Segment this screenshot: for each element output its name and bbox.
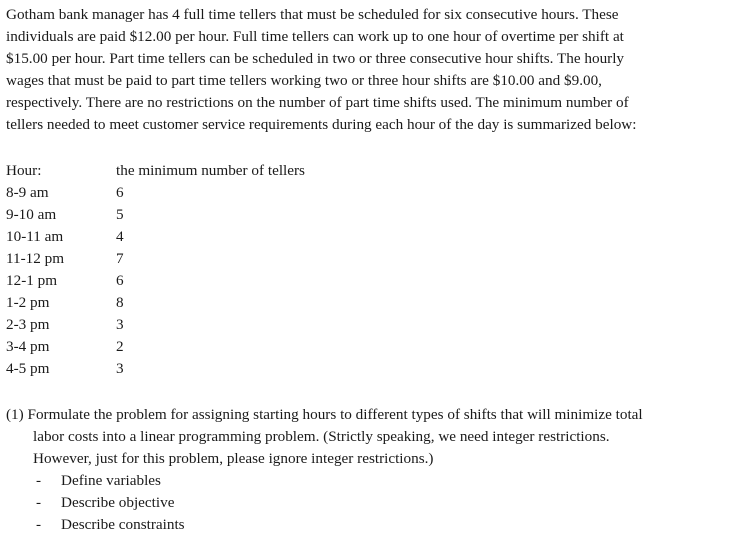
teller-requirements-table bbox=[6, 160, 406, 380]
question-1 bbox=[6, 404, 722, 536]
question-line bbox=[6, 404, 722, 426]
intro-line: tellers needed to meet customer service requirements during each hour of the day is summarized below: bbox=[6, 116, 637, 133]
table-row bbox=[6, 204, 406, 226]
table-row bbox=[6, 358, 406, 380]
hour-cell: 10-11 am bbox=[6, 228, 64, 245]
hour-cell: 12-1 pm bbox=[6, 272, 58, 289]
table-row bbox=[6, 336, 406, 358]
tellers-cell: 4 bbox=[116, 228, 124, 245]
hour-cell: 4-5 pm bbox=[6, 360, 50, 377]
hour-column-header: Hour: bbox=[6, 162, 42, 179]
list-item bbox=[6, 492, 722, 514]
list-item-text: Describe objective bbox=[61, 494, 175, 511]
hour-cell: 9-10 am bbox=[6, 206, 57, 223]
intro-line: $15.00 per hour. Part time tellers can be scheduled in two or three consecutive hour shifts. The hourly bbox=[6, 50, 625, 67]
intro-line: respectively. There are no restrictions on the number of part time shifts used. The minimum number of bbox=[6, 94, 629, 111]
list-item-text: Describe constraints bbox=[61, 516, 185, 533]
table-row bbox=[6, 314, 406, 336]
hour-cell: 1-2 pm bbox=[6, 294, 50, 311]
intro-line: individuals are paid $12.00 per hour. Full time tellers can work up to one hour of overtime per shift at bbox=[6, 28, 624, 45]
question-line: However, just for this problem, please ignore integer restrictions.) bbox=[33, 450, 434, 467]
task-list bbox=[6, 470, 722, 536]
table-header-row bbox=[6, 160, 406, 182]
question-number: (1) bbox=[6, 406, 24, 423]
question-text: Formulate the problem for assigning starting hours to different types of shifts that will minimize total bbox=[27, 406, 643, 423]
intro-line: Gotham bank manager has 4 full time tellers that must be scheduled for six consecutive hours. These bbox=[6, 6, 619, 23]
tellers-cell: 5 bbox=[116, 206, 124, 223]
table-row bbox=[6, 248, 406, 270]
dash-bullet: - bbox=[36, 494, 42, 511]
list-item-text: Define variables bbox=[61, 472, 161, 489]
table-row bbox=[6, 270, 406, 292]
tellers-cell: 7 bbox=[116, 250, 124, 267]
tellers-column-header: the minimum number of tellers bbox=[116, 162, 305, 179]
list-item bbox=[6, 514, 722, 536]
list-item bbox=[6, 470, 722, 492]
hour-cell: 3-4 pm bbox=[6, 338, 50, 355]
table-row bbox=[6, 226, 406, 248]
hour-cell: 2-3 pm bbox=[6, 316, 50, 333]
problem-statement bbox=[6, 4, 728, 136]
table-row bbox=[6, 292, 406, 314]
dash-bullet: - bbox=[36, 472, 42, 489]
tellers-cell: 8 bbox=[116, 294, 124, 311]
intro-line: wages that must be paid to part time tellers working two or three hour shifts are $10.00 and $9.00, bbox=[6, 72, 602, 89]
question-line: labor costs into a linear programming problem. (Strictly speaking, we need integer restrictions. bbox=[33, 428, 610, 445]
table-row bbox=[6, 182, 406, 204]
hour-cell: 11-12 pm bbox=[6, 250, 65, 267]
tellers-cell: 3 bbox=[116, 360, 124, 377]
hour-cell: 8-9 am bbox=[6, 184, 49, 201]
tellers-cell: 3 bbox=[116, 316, 124, 333]
tellers-cell: 2 bbox=[116, 338, 124, 355]
dash-bullet: - bbox=[36, 516, 42, 533]
tellers-cell: 6 bbox=[116, 272, 124, 289]
tellers-cell: 6 bbox=[116, 184, 124, 201]
